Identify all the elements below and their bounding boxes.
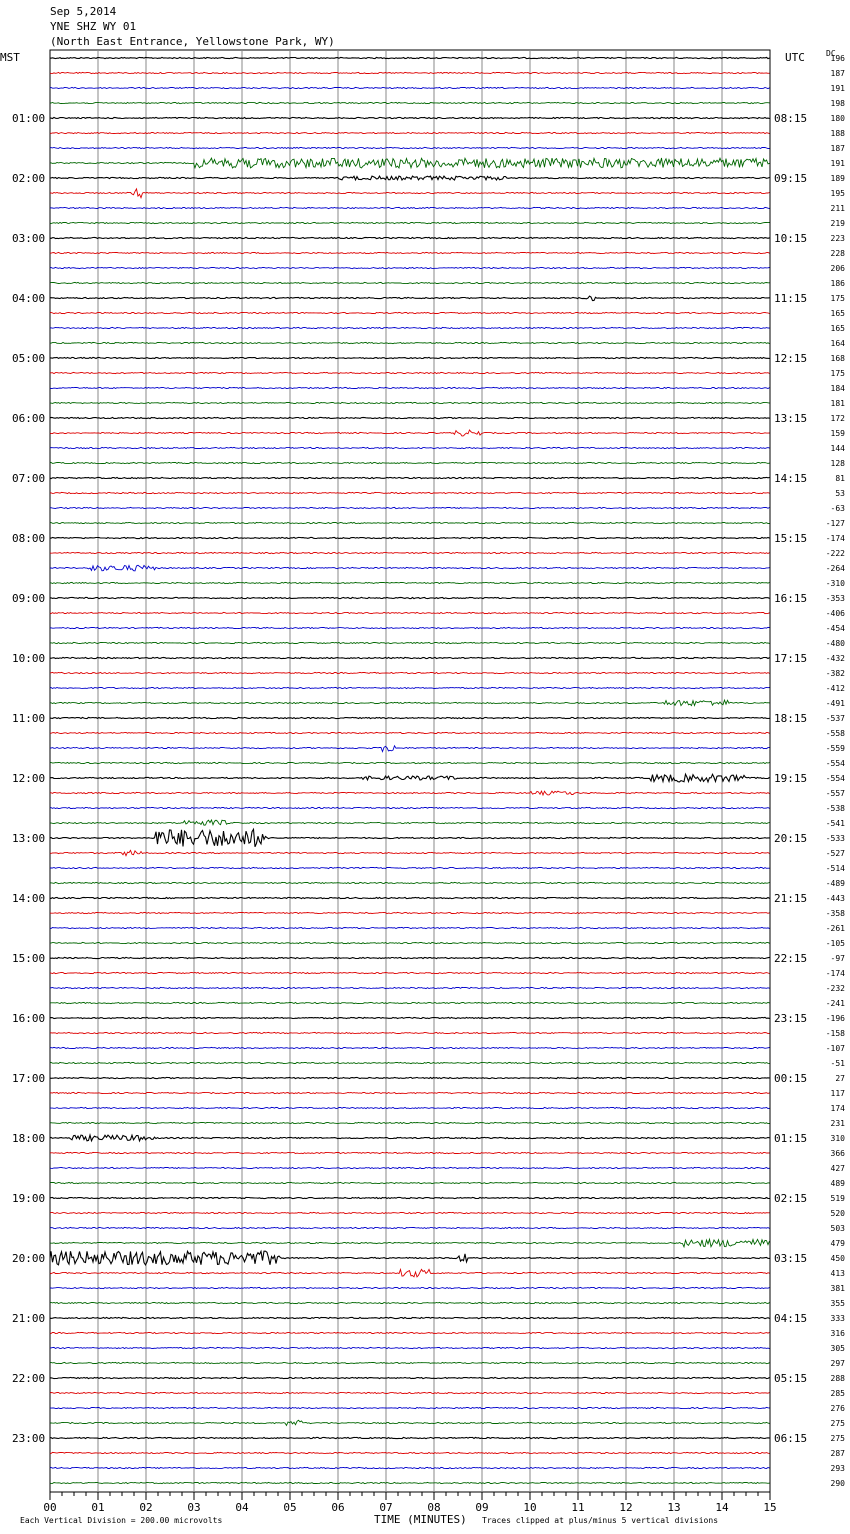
utc-hour-label-18: 02:15: [774, 1192, 808, 1205]
trace-line-73: [50, 1152, 770, 1153]
dc-offset-label-54: -514: [825, 864, 845, 873]
dc-offset-label-50: -538: [825, 804, 845, 813]
dc-offset-label-64: -196: [825, 1014, 845, 1023]
mst-hour-label-9: 10:00: [12, 652, 46, 665]
dc-offset-label-19: 164: [830, 339, 845, 348]
trace-line-32: [50, 537, 770, 538]
dc-offset-label-17: 165: [830, 309, 845, 318]
utc-hour-label-21: 05:15: [774, 1372, 808, 1385]
trace-line-8: [50, 176, 770, 180]
dc-offset-label-47: -554: [825, 759, 845, 768]
dc-offset-label-10: 211: [830, 204, 845, 213]
trace-line-12: [50, 237, 770, 238]
dc-offset-label-56: -443: [825, 894, 845, 903]
dc-offset-label-84: 333: [830, 1314, 845, 1323]
dc-offset-label-57: -358: [825, 909, 845, 918]
dc-offset-label-0: 196: [830, 54, 845, 63]
dc-offset-label-49: -557: [825, 789, 845, 798]
trace-line-72: [50, 1135, 770, 1141]
trace-line-1: [50, 72, 770, 73]
utc-hour-label-11: 19:15: [774, 772, 808, 785]
trace-line-71: [50, 1122, 770, 1123]
trace-line-47: [50, 762, 770, 763]
dc-offset-label-58: -261: [825, 924, 845, 933]
trace-line-86: [50, 1347, 770, 1348]
x-tick-label-03: 03: [187, 1501, 201, 1514]
utc-hour-label-8: 16:15: [774, 592, 808, 605]
x-tick-label-07: 07: [379, 1501, 393, 1514]
utc-hour-label-20: 04:15: [774, 1312, 808, 1325]
trace-line-33: [50, 552, 770, 553]
mst-hour-label-5: 06:00: [12, 412, 46, 425]
trace-line-78: [50, 1227, 770, 1228]
trace-line-81: [50, 1269, 770, 1277]
dc-offset-label-95: 290: [830, 1479, 845, 1488]
trace-line-75: [50, 1182, 770, 1183]
trace-line-46: [50, 746, 770, 752]
x-tick-label-09: 09: [475, 1501, 489, 1514]
dc-offset-label-60: -97: [830, 954, 845, 963]
trace-line-48: [50, 774, 770, 782]
x-tick-label-11: 11: [571, 1501, 585, 1514]
trace-line-40: [50, 657, 770, 658]
dc-offset-label-65: -158: [825, 1029, 845, 1038]
trace-line-74: [50, 1167, 770, 1168]
trace-line-51: [50, 820, 770, 825]
utc-hour-label-17: 01:15: [774, 1132, 808, 1145]
utc-hour-label-12: 20:15: [774, 832, 808, 845]
trace-line-28: [50, 477, 770, 478]
trace-line-93: [50, 1452, 770, 1453]
utc-hour-label-0: 08:15: [774, 112, 808, 125]
trace-line-70: [50, 1107, 770, 1108]
trace-line-29: [50, 492, 770, 493]
dc-offset-label-67: -51: [830, 1059, 845, 1068]
dc-offset-label-77: 520: [830, 1209, 845, 1218]
utc-hour-label-6: 14:15: [774, 472, 808, 485]
dc-offset-label-44: -537: [825, 714, 845, 723]
mst-hour-label-1: 02:00: [12, 172, 46, 185]
trace-line-0: [50, 57, 770, 58]
trace-line-65: [50, 1032, 770, 1033]
dc-offset-label-30: -63: [830, 504, 845, 513]
dc-offset-label-83: 355: [830, 1299, 845, 1308]
trace-line-57: [50, 912, 770, 913]
dc-offset-label-7: 191: [830, 159, 845, 168]
dc-offset-label-94: 293: [830, 1464, 845, 1473]
dc-offset-label-75: 489: [830, 1179, 845, 1188]
station-label: YNE SHZ WY 01: [50, 20, 137, 33]
x-tick-label-13: 13: [667, 1501, 681, 1514]
trace-line-44: [50, 717, 770, 718]
trace-line-30: [50, 507, 770, 508]
trace-line-34: [50, 565, 770, 571]
dc-offset-label-33: -222: [825, 549, 845, 558]
dc-offset-label-26: 144: [830, 444, 845, 453]
dc-offset-label-37: -406: [825, 609, 845, 618]
trace-line-88: [50, 1377, 770, 1378]
dc-offset-label-76: 519: [830, 1194, 845, 1203]
utc-hour-label-2: 10:15: [774, 232, 808, 245]
utc-hour-label-7: 15:15: [774, 532, 808, 545]
dc-offset-label-24: 172: [830, 414, 845, 423]
dc-offset-label-3: 198: [830, 99, 845, 108]
mst-hour-label-3: 04:00: [12, 292, 46, 305]
trace-line-50: [50, 807, 770, 808]
trace-line-23: [50, 402, 770, 403]
mst-hour-label-10: 11:00: [12, 712, 46, 725]
dc-offset-label-72: 310: [830, 1134, 845, 1143]
dc-offset-label-22: 184: [830, 384, 845, 393]
trace-line-90: [50, 1407, 770, 1408]
dc-offset-label-89: 285: [830, 1389, 845, 1398]
trace-line-82: [50, 1287, 770, 1288]
dc-offset-label-27: 128: [830, 459, 845, 468]
trace-line-77: [50, 1212, 770, 1213]
trace-line-21: [50, 372, 770, 373]
trace-line-26: [50, 447, 770, 448]
trace-line-24: [50, 417, 770, 418]
trace-line-3: [50, 102, 770, 103]
dc-offset-label-69: 117: [830, 1089, 845, 1098]
trace-line-19: [50, 342, 770, 343]
dc-offset-label-14: 206: [830, 264, 845, 273]
mst-hour-label-19: 20:00: [12, 1252, 46, 1265]
dc-offset-label-53: -527: [825, 849, 845, 858]
dc-offset-label-92: 275: [830, 1434, 845, 1443]
x-tick-label-05: 05: [283, 1501, 297, 1514]
trace-line-43: [50, 700, 770, 706]
dc-offset-label-86: 305: [830, 1344, 845, 1353]
mst-hour-label-0: 01:00: [12, 112, 46, 125]
utc-hour-label-10: 18:15: [774, 712, 808, 725]
dc-offset-label-48: -554: [825, 774, 845, 783]
dc-offset-label-5: 188: [830, 129, 845, 138]
dc-offset-label-4: 180: [830, 114, 845, 123]
utc-hour-label-22: 06:15: [774, 1432, 808, 1445]
trace-line-68: [50, 1077, 770, 1078]
trace-line-87: [50, 1362, 770, 1363]
trace-line-80: [50, 1251, 770, 1265]
mst-hour-label-14: 15:00: [12, 952, 46, 965]
trace-line-52: [50, 829, 770, 847]
dc-offset-label-41: -382: [825, 669, 845, 678]
trace-line-16: [50, 296, 770, 301]
trace-line-42: [50, 687, 770, 688]
dc-offset-label-31: -127: [825, 519, 845, 528]
mst-hour-label-17: 18:00: [12, 1132, 46, 1145]
location-label: (North East Entrance, Yellowstone Park, WY): [50, 35, 335, 48]
dc-offset-label-73: 366: [830, 1149, 845, 1158]
dc-offset-label-71: 231: [830, 1119, 845, 1128]
trace-line-37: [50, 612, 770, 613]
utc-hour-label-14: 22:15: [774, 952, 808, 965]
trace-line-55: [50, 882, 770, 883]
dc-offset-label-32: -174: [825, 534, 845, 543]
trace-line-64: [50, 1017, 770, 1018]
dc-offset-label-25: 159: [830, 429, 845, 438]
trace-line-7: [50, 158, 770, 168]
trace-line-92: [50, 1437, 770, 1438]
dc-offset-label-88: 288: [830, 1374, 845, 1383]
trace-line-14: [50, 267, 770, 268]
trace-line-69: [50, 1092, 770, 1093]
dc-offset-label-80: 450: [830, 1254, 845, 1263]
mst-hour-label-13: 14:00: [12, 892, 46, 905]
dc-offset-label-13: 228: [830, 249, 845, 258]
dc-offset-label-93: 287: [830, 1449, 845, 1458]
trace-line-66: [50, 1047, 770, 1048]
mst-hour-label-11: 12:00: [12, 772, 46, 785]
dc-offset-label-62: -232: [825, 984, 845, 993]
dc-offset-label-61: -174: [825, 969, 845, 978]
mst-hour-label-15: 16:00: [12, 1012, 46, 1025]
trace-line-95: [50, 1482, 770, 1483]
dc-offset-label-1: 187: [830, 69, 845, 78]
dc-offset-label-12: 223: [830, 234, 845, 243]
x-tick-label-00: 00: [43, 1501, 57, 1514]
trace-line-20: [50, 357, 770, 358]
trace-line-67: [50, 1062, 770, 1063]
dc-offset-label-38: -454: [825, 624, 845, 633]
utc-hour-label-15: 23:15: [774, 1012, 808, 1025]
utc-hour-label-16: 00:15: [774, 1072, 808, 1085]
dc-offset-label-66: -107: [825, 1044, 845, 1053]
dc-offset-label-87: 297: [830, 1359, 845, 1368]
trace-line-6: [50, 147, 770, 148]
trace-line-60: [50, 957, 770, 958]
trace-line-35: [50, 582, 770, 583]
trace-line-15: [50, 282, 770, 283]
dc-offset-label-35: -310: [825, 579, 845, 588]
dc-offset-label-70: 174: [830, 1104, 845, 1113]
clip-note: Traces clipped at plus/minus 5 vertical divisions: [482, 1516, 719, 1525]
dc-offset-label-29: 53: [835, 489, 845, 498]
trace-line-58: [50, 927, 770, 928]
x-tick-label-04: 04: [235, 1501, 249, 1514]
trace-line-31: [50, 522, 770, 523]
utc-hour-label-4: 12:15: [774, 352, 808, 365]
trace-line-25: [50, 430, 770, 436]
dc-offset-label-15: 186: [830, 279, 845, 288]
mst-hour-label-8: 09:00: [12, 592, 46, 605]
trace-line-83: [50, 1302, 770, 1303]
trace-line-27: [50, 462, 770, 463]
dc-offset-label-81: 413: [830, 1269, 845, 1278]
date-label: Sep 5,2014: [50, 5, 117, 18]
trace-line-62: [50, 987, 770, 988]
mst-hour-label-20: 21:00: [12, 1312, 46, 1325]
trace-line-2: [50, 87, 770, 88]
utc-hour-label-9: 17:15: [774, 652, 808, 665]
dc-offset-label-20: 168: [830, 354, 845, 363]
trace-line-9: [50, 189, 770, 198]
trace-line-56: [50, 897, 770, 898]
trace-line-41: [50, 672, 770, 673]
dc-offset-label-74: 427: [830, 1164, 845, 1173]
dc-offset-label-36: -353: [825, 594, 845, 603]
dc-offset-label-85: 316: [830, 1329, 845, 1338]
trace-line-53: [50, 850, 770, 855]
dc-offset-label-40: -432: [825, 654, 845, 663]
dc-offset-label-63: -241: [825, 999, 845, 1008]
dc-offset-label-8: 189: [830, 174, 845, 183]
x-tick-label-02: 02: [139, 1501, 153, 1514]
mst-hour-label-22: 23:00: [12, 1432, 46, 1445]
dc-offset-label-45: -558: [825, 729, 845, 738]
trace-line-18: [50, 327, 770, 328]
dc-offset-label-46: -559: [825, 744, 845, 753]
trace-line-11: [50, 222, 770, 223]
x-tick-label-01: 01: [91, 1501, 105, 1514]
trace-line-89: [50, 1392, 770, 1393]
dc-offset-label-55: -489: [825, 879, 845, 888]
dc-offset-label-2: 191: [830, 84, 845, 93]
x-axis-title: TIME (MINUTES): [374, 1513, 467, 1526]
utc-hour-label-19: 03:15: [774, 1252, 808, 1265]
dc-offset-label-42: -412: [825, 684, 845, 693]
mst-hour-label-6: 07:00: [12, 472, 46, 485]
trace-line-94: [50, 1467, 770, 1468]
mst-hour-label-12: 13:00: [12, 832, 46, 845]
dc-offset-label-59: -105: [825, 939, 845, 948]
dc-offset-label-68: 27: [835, 1074, 845, 1083]
trace-line-22: [50, 387, 770, 388]
utc-hour-label-5: 13:15: [774, 412, 808, 425]
utc-hour-label-13: 21:15: [774, 892, 808, 905]
dc-offset-label-16: 175: [830, 294, 845, 303]
trace-line-39: [50, 642, 770, 643]
dc-offset-label-21: 175: [830, 369, 845, 378]
mst-hour-label-21: 22:00: [12, 1372, 46, 1385]
x-tick-label-08: 08: [427, 1501, 441, 1514]
x-tick-label-12: 12: [619, 1501, 633, 1514]
dc-offset-label-11: 219: [830, 219, 845, 228]
trace-line-5: [50, 132, 770, 133]
dc-offset-label-91: 275: [830, 1419, 845, 1428]
dc-offset-label-43: -491: [825, 699, 845, 708]
trace-line-79: [50, 1239, 770, 1247]
trace-line-49: [50, 791, 770, 795]
trace-line-36: [50, 597, 770, 598]
trace-line-76: [50, 1197, 770, 1198]
x-tick-label-10: 10: [523, 1501, 537, 1514]
trace-line-91: [50, 1420, 770, 1425]
utc-hour-label-3: 11:15: [774, 292, 808, 305]
dc-offset-label-79: 479: [830, 1239, 845, 1248]
trace-line-84: [50, 1317, 770, 1318]
mst-hour-label-16: 17:00: [12, 1072, 46, 1085]
utc-hour-label-1: 09:15: [774, 172, 808, 185]
trace-line-61: [50, 972, 770, 973]
utc-axis-label: UTC: [785, 51, 805, 64]
dc-offset-label-78: 503: [830, 1224, 845, 1233]
mst-axis-label: MST: [0, 51, 20, 64]
dc-offset-label-39: -480: [825, 639, 845, 648]
dc-offset-label-90: 276: [830, 1404, 845, 1413]
trace-line-54: [50, 867, 770, 868]
plot-frame: [50, 50, 770, 1492]
dc-offset-label-6: 187: [830, 144, 845, 153]
dc-offset-label-52: -533: [825, 834, 845, 843]
dc-offset-label-28: 81: [835, 474, 845, 483]
trace-line-13: [50, 252, 770, 253]
scale-note: Each Vertical Division = 200.00 microvolts: [20, 1516, 223, 1525]
x-tick-label-06: 06: [331, 1501, 345, 1514]
dc-offset-label-51: -541: [825, 819, 845, 828]
trace-line-17: [50, 312, 770, 313]
dc-offset-label-18: 165: [830, 324, 845, 333]
trace-line-38: [50, 627, 770, 628]
mst-hour-label-2: 03:00: [12, 232, 46, 245]
trace-line-63: [50, 1002, 770, 1003]
dc-offset-label-82: 381: [830, 1284, 845, 1293]
trace-line-85: [50, 1332, 770, 1333]
dc-offset-label-23: 181: [830, 399, 845, 408]
trace-line-59: [50, 942, 770, 943]
trace-line-4: [50, 117, 770, 118]
x-tick-label-15: 15: [763, 1501, 777, 1514]
mst-hour-label-4: 05:00: [12, 352, 46, 365]
trace-line-10: [50, 207, 770, 208]
trace-line-45: [50, 732, 770, 733]
mst-hour-label-18: 19:00: [12, 1192, 46, 1205]
dc-header-label: DC: [826, 49, 836, 58]
mst-hour-label-7: 08:00: [12, 532, 46, 545]
dc-offset-label-34: -264: [825, 564, 845, 573]
dc-offset-label-9: 195: [830, 189, 845, 198]
x-tick-label-14: 14: [715, 1501, 729, 1514]
